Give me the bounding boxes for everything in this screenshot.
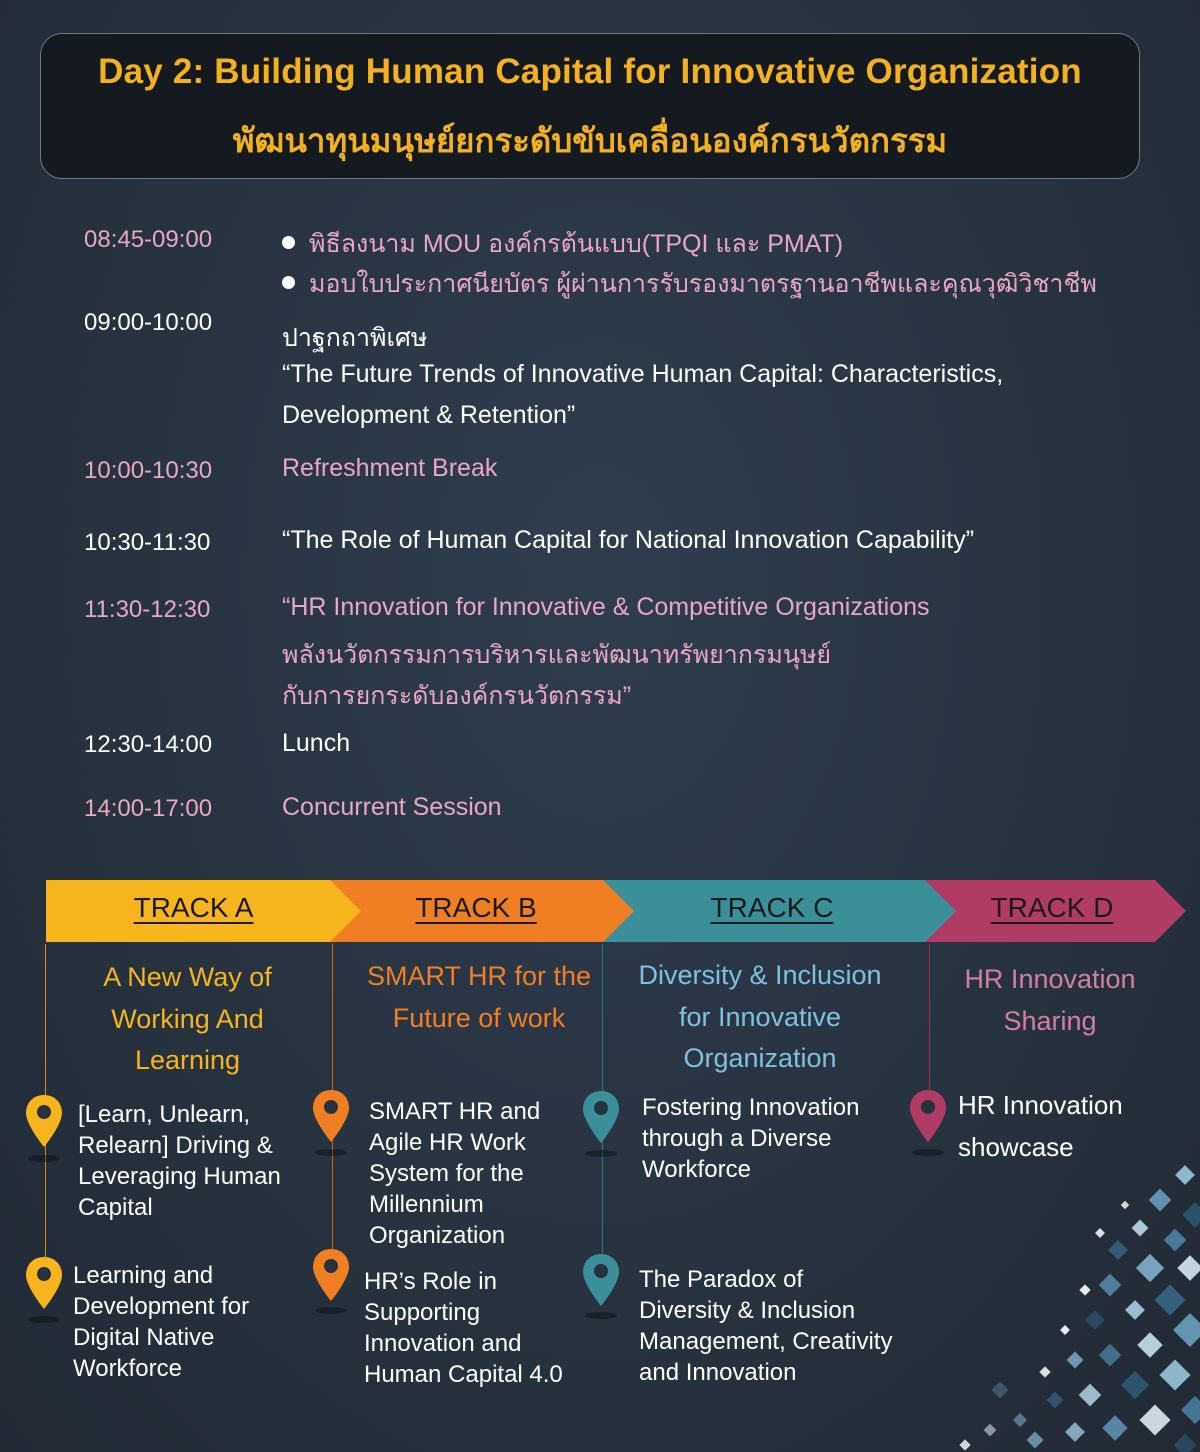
- diamond-tile: [1149, 1189, 1172, 1212]
- schedule-time: 14:00-17:00: [84, 795, 213, 822]
- diamond-tile: [1139, 1404, 1170, 1435]
- track-a-item: Learning and Development for Digital Native Workforce: [73, 1262, 250, 1382]
- schedule-line: Concurrent Session: [282, 793, 502, 821]
- page-title: Day 2: Building Human Capital for Innovative Organization: [98, 52, 1082, 91]
- pin-shadow: [28, 1316, 60, 1323]
- diamond-tile: [992, 1382, 1009, 1399]
- diamond-tile: [1095, 1228, 1105, 1238]
- track-a-item: [Learn, Unlearn, Relearn] Driving & Leveraging Human Capital: [78, 1101, 281, 1221]
- diamond-tile: [1102, 1415, 1127, 1440]
- track-c-item: Fostering Innovation through a Diverse Workforce: [642, 1094, 860, 1183]
- pin-shadow: [585, 1150, 617, 1157]
- track-c-label: TRACK C: [710, 892, 834, 923]
- diamond-tile: [1079, 1384, 1102, 1407]
- diamond-tile: [1060, 1325, 1070, 1335]
- diamond-tile: [1173, 1313, 1200, 1347]
- diamond-tile: [1136, 1254, 1164, 1282]
- schedule-time: 09:00-10:00: [84, 309, 213, 336]
- diamond-tile: [1159, 1359, 1190, 1390]
- diamond-tile: [959, 1439, 970, 1450]
- diamond-tile: [1099, 1274, 1122, 1297]
- location-pin-icon: [24, 1255, 64, 1311]
- schedule-line: พิธีลงนาม MOU องค์กรต้นแบบ(TPQI และ PMAT): [282, 224, 843, 264]
- schedule-line: กับการยกระดับองค์กรนวัตกรรม”: [282, 682, 632, 710]
- diamond-tile: [1039, 1366, 1050, 1377]
- track-b-item: HR’s Role in Supporting Innovation and Human Capital 4.0: [364, 1268, 563, 1388]
- schedule-time: 10:00-10:30: [84, 457, 213, 484]
- track-d-connector: [929, 944, 930, 1094]
- diamond-tile: [1164, 1229, 1187, 1252]
- location-pin-icon: [581, 1089, 621, 1145]
- schedule-line: Lunch: [282, 729, 351, 757]
- diamond-tile: [1085, 1310, 1105, 1330]
- track-b-label: TRACK B: [415, 892, 537, 923]
- track-d-title: HR Innovation Sharing: [964, 964, 1136, 1036]
- diamond-tile: [984, 1424, 997, 1437]
- schedule-time: 12:30-14:00: [84, 731, 213, 758]
- diamond-tile: [1027, 1432, 1044, 1449]
- diamond-tile: [1047, 1392, 1064, 1409]
- schedule-line: ปาฐกถาพิเศษ: [282, 324, 428, 352]
- track-b-title: SMART HR for the Future of work: [366, 961, 592, 1033]
- location-pin-icon: [24, 1093, 64, 1149]
- schedule-line: มอบใบประกาศนียบัตร ผู้ผ่านการรับรองมาตรฐานอาชีพและคุณวุฒิวิชาชีพ: [282, 264, 1097, 304]
- schedule-line: พลังนวัตกรรมการบริหารและพัฒนาทรัพยากรมนุษย์: [282, 641, 832, 669]
- location-pin-icon: [581, 1252, 621, 1308]
- schedule-time: 11:30-12:30: [84, 596, 211, 623]
- schedule-line: “The Role of Human Capital for National Innovation Capability”: [282, 526, 975, 554]
- schedule-line: Refreshment Break: [282, 454, 498, 482]
- location-pin-icon: [311, 1088, 351, 1144]
- schedule-line: “HR Innovation for Innovative & Competitive Organizations: [282, 593, 930, 621]
- location-pin-icon: [311, 1247, 351, 1303]
- diamond-tile: [1013, 1413, 1027, 1427]
- diamond-tile: [1137, 1332, 1162, 1357]
- diamond-tile: [1182, 1202, 1200, 1227]
- diamond-tile: [1067, 1352, 1084, 1369]
- diamond-tile: [1079, 1284, 1090, 1295]
- diamond-tile: [1125, 1300, 1145, 1320]
- pin-shadow: [315, 1149, 347, 1156]
- track-a-title: A New Way of Working And Learning: [103, 962, 272, 1075]
- schedule-line: “The Future Trends of Innovative Human Capital: Characteristics,: [282, 360, 1004, 388]
- track-d-label: TRACK D: [990, 892, 1114, 923]
- diamond-tile: [1174, 1434, 1197, 1452]
- diamond-tile: [1132, 1220, 1149, 1237]
- track-b-item: SMART HR and Agile HR Work System for the Millennium Organization: [369, 1098, 541, 1249]
- schedule-line: Development & Retention”: [282, 401, 576, 429]
- schedule-time: 10:30-11:30: [84, 529, 211, 556]
- page-subtitle: พัฒนาทุนมนุษย์ยกระดับขับเคลื่อนองค์กรนวัตกรรม: [232, 122, 948, 159]
- schedule-time: 08:45-09:00: [84, 226, 213, 253]
- track-c-item: The Paradox of Diversity & Inclusion Management, Creativity and Innovation: [639, 1266, 893, 1386]
- pin-shadow: [315, 1307, 347, 1314]
- diamond-tile: [1108, 1240, 1128, 1260]
- diamond-tile: [1177, 1255, 1200, 1280]
- pin-shadow: [28, 1155, 60, 1162]
- track-a-label: TRACK A: [133, 892, 254, 923]
- track-d-item: HR Innovation showcase: [958, 1090, 1123, 1162]
- pin-shadow: [912, 1149, 944, 1156]
- diamond-tile: [1121, 1371, 1149, 1399]
- pin-shadow: [585, 1312, 617, 1319]
- diamond-tile: [1154, 1284, 1185, 1315]
- diamond-tile: [1099, 1344, 1122, 1367]
- diamond-tile: [1121, 1201, 1129, 1209]
- diamond-tile: [1181, 1396, 1200, 1424]
- diamond-tile: [1065, 1422, 1085, 1442]
- location-pin-icon: [908, 1088, 948, 1144]
- track-c-title: Diversity & Inclusion for Innovative Organization: [638, 960, 882, 1073]
- diamond-tile: [1175, 1165, 1195, 1185]
